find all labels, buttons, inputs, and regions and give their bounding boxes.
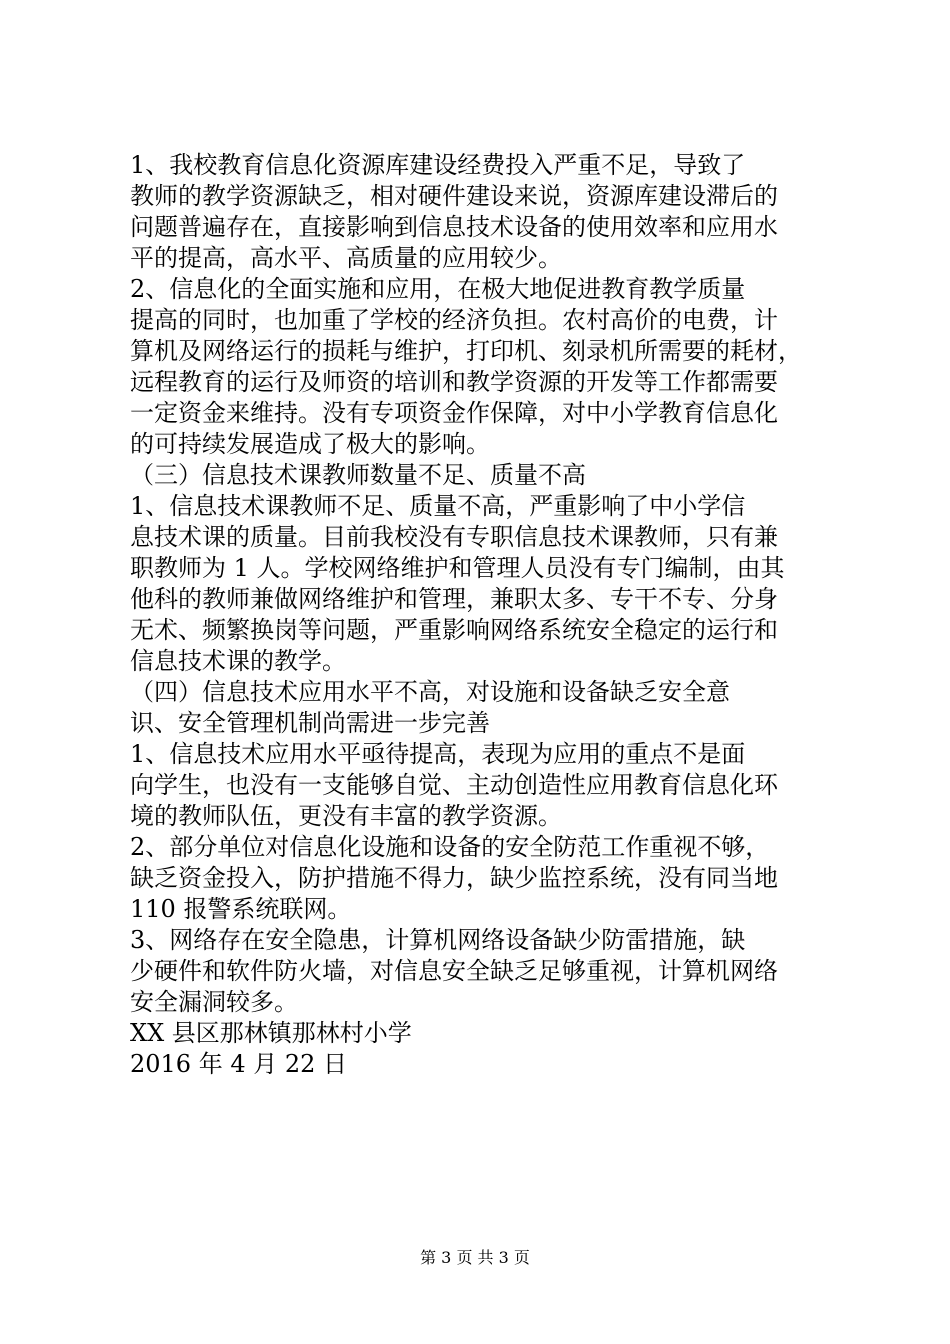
- text-line: 识、安全管理机制尚需进一步完善: [130, 709, 490, 737]
- text-line: 2、信息化的全面实施和应用，在极大地促进教育教学质量: [130, 275, 746, 303]
- text-line: 2016 年 4 月 22 日: [130, 1050, 348, 1078]
- text-line: 提高的同时，也加重了学校的经济负担。农村高价的电费，计: [130, 306, 778, 334]
- text-line: 少硬件和软件防火墙，对信息安全缺乏足够重视，计算机网络: [130, 957, 778, 985]
- text-line: 2、部分单位对信息化设施和设备的安全防范工作重视不够，: [130, 833, 770, 861]
- section-heading-line: （四）信息技术应用水平不高，对设施和设备缺乏安全意: [130, 678, 730, 706]
- text-line: 平的提高，高水平、高质量的应用较少。: [130, 244, 562, 272]
- text-line: 远程教育的运行及师资的培训和教学资源的开发等工作都需要: [130, 368, 778, 396]
- text-line: 110 报警系统联网。: [130, 895, 352, 923]
- text-line: 的可持续发展造成了极大的影响。: [130, 430, 490, 458]
- text-line: 算机及网络运行的损耗与维护，打印机、刻录机所需要的耗材，: [130, 337, 802, 365]
- text-line: 一定资金来维持。没有专项资金作保障，对中小学教育信息化: [130, 399, 778, 427]
- page-footer: 第 3 页 共 3 页: [420, 1248, 530, 1267]
- text-line: 问题普遍存在，直接影响到信息技术设备的使用效率和应用水: [130, 213, 778, 241]
- text-line: 境的教师队伍，更没有丰富的教学资源。: [130, 802, 562, 830]
- text-line: 教师的教学资源缺乏，相对硬件建设来说，资源库建设滞后的: [130, 182, 778, 210]
- text-line: 1、我校教育信息化资源库建设经费投入严重不足，导致了: [130, 151, 746, 179]
- text-line: XX 县区那林镇那林村小学: [130, 1019, 412, 1047]
- text-line: 向学生，也没有一支能够自觉、主动创造性应用教育信息化环: [130, 771, 778, 799]
- text-line: 1、信息技术课教师不足、质量不高，严重影响了中小学信: [130, 492, 746, 520]
- text-line: 职教师为 1 人。学校网络维护和管理人员没有专门编制，由其: [130, 554, 785, 582]
- text-line: 息技术课的质量。目前我校没有专职信息技术课教师，只有兼: [130, 523, 778, 551]
- text-line: 1、信息技术应用水平亟待提高，表现为应用的重点不是面: [130, 740, 746, 768]
- text-line: 信息技术课的教学。: [130, 647, 346, 675]
- text-line: 安全漏洞较多。: [130, 988, 298, 1016]
- document-body: [130, 150, 830, 1080]
- section-heading-line: （三）信息技术课教师数量不足、质量不高: [130, 461, 586, 489]
- text-line: 缺乏资金投入，防护措施不得力，缺少监控系统，没有同当地: [130, 864, 778, 892]
- text-line: 无术、频繁换岗等问题，严重影响网络系统安全稳定的运行和: [130, 616, 778, 644]
- text-line: 3、网络存在安全隐患，计算机网络设备缺少防雷措施，缺: [130, 926, 746, 954]
- text-line: 他科的教师兼做网络维护和管理，兼职太多、专干不专、分身: [130, 585, 778, 613]
